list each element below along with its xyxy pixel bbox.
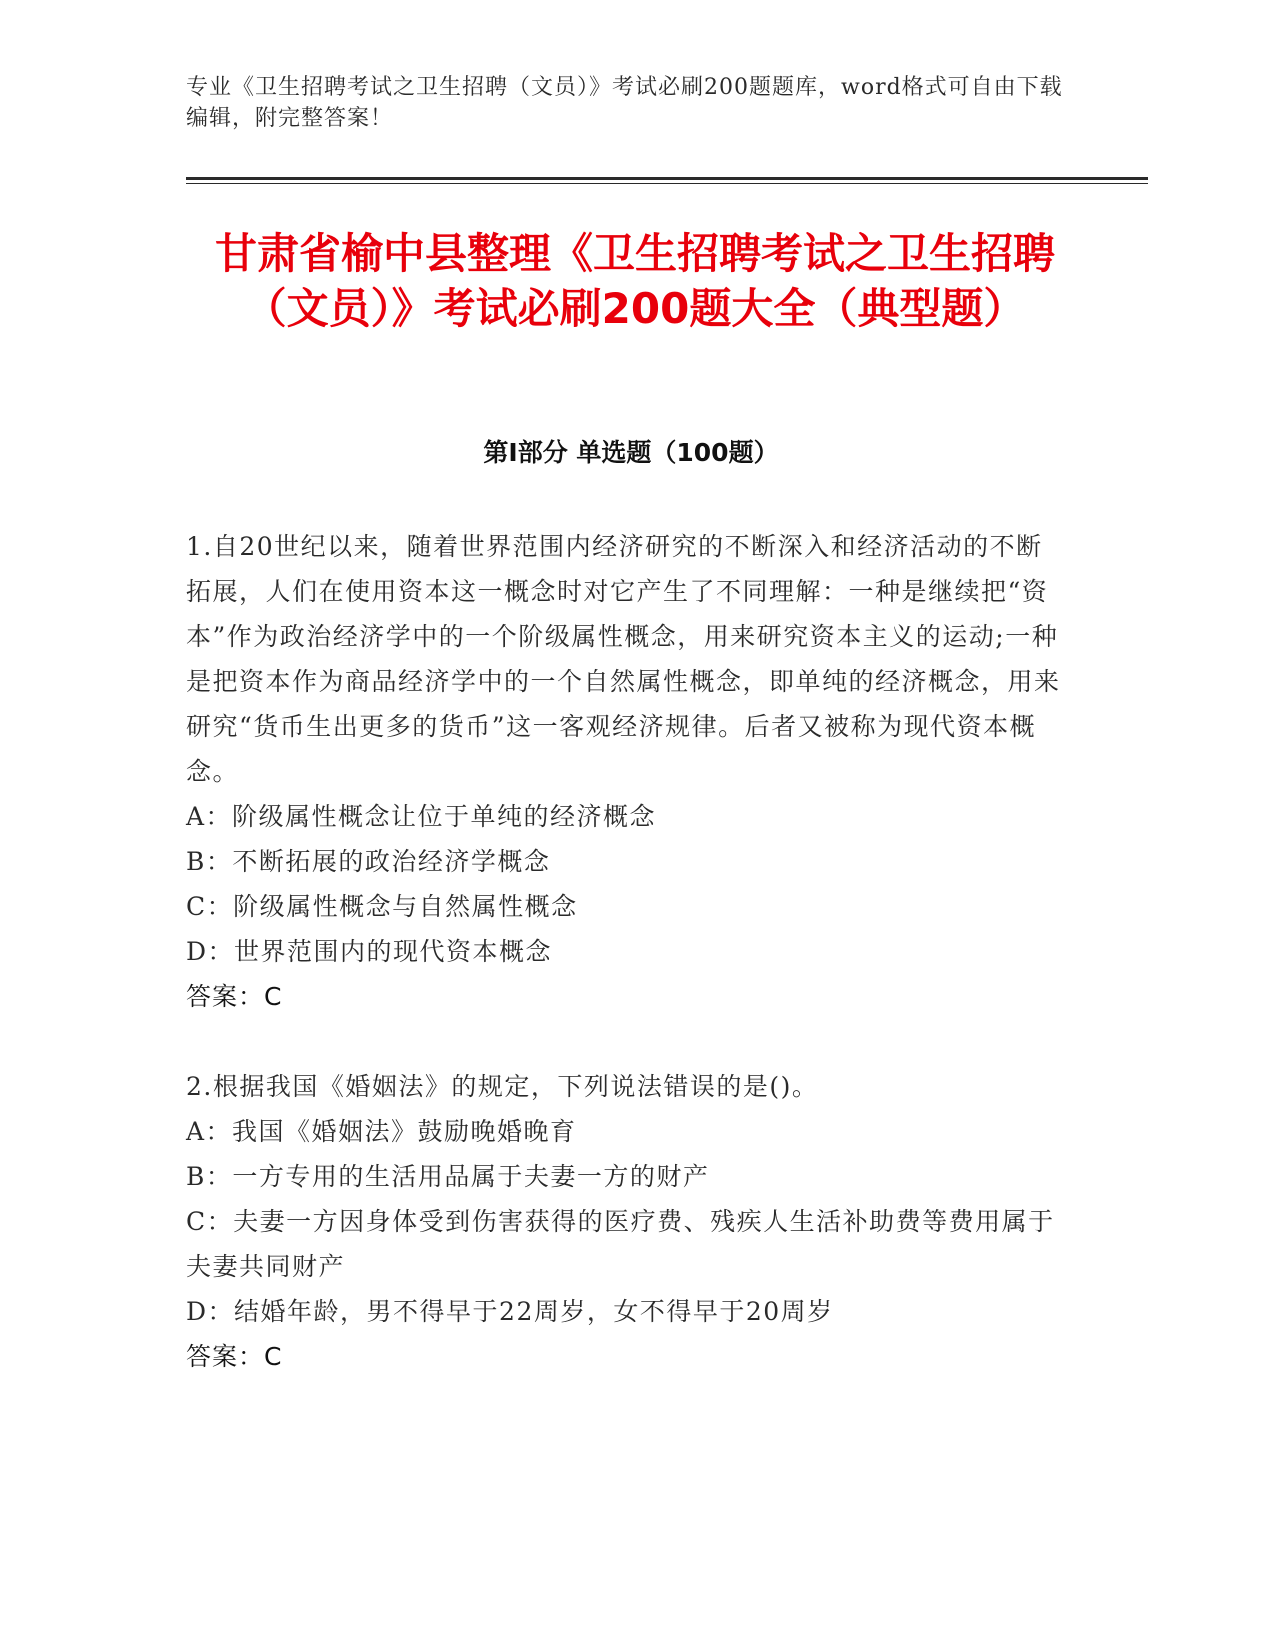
answer: 答案：C (186, 1342, 283, 1371)
option-b: B：不断拓展的政治经济学概念 (186, 847, 551, 876)
option-c: C：夫妻一方因身体受到伤害获得的医疗费、残疾人生活补助费等费用属于夫妻共同财产 (186, 1207, 1055, 1281)
question-1 (186, 524, 1066, 1019)
section-title: 第Ⅰ部分 单选题（100题） (483, 438, 779, 467)
question-stem: 2.根据我国《婚姻法》的规定，下列说法错误的是()。 (186, 1072, 819, 1101)
question-list (186, 524, 1066, 1424)
option-a: A：阶级属性概念让位于单纯的经济概念 (186, 802, 657, 831)
question-2 (186, 1064, 1066, 1379)
option-c: C：阶级属性概念与自然属性概念 (186, 892, 578, 921)
option-d: D：世界范围内的现代资本概念 (186, 937, 553, 966)
option-d: D：结婚年龄，男不得早于22周岁，女不得早于20周岁 (186, 1297, 834, 1326)
question-stem: 1.自20世纪以来，随着世界范围内经济研究的不断深入和经济活动的不断拓展，人们在使用资本这一概念时对它产生了不同理解：一种是继续把“资本”作为政治经济学中的一个阶级属性概念，用来研究资本主义的运动;一种是把资本作为商品经济学中的一个自然属性概念，即单纯的经济概念，用来研究“货币生出更多的货币”这一客观经济规律。后者又被称为现代资本概念。 (186, 532, 1061, 786)
header-note: 专业《卫生招聘考试之卫生招聘（文员）》考试必刷200题题库，word格式可自由下载编辑，附完整答案！ (186, 75, 1063, 131)
option-a: A：我国《婚姻法》鼓励晚婚晚育 (186, 1117, 577, 1146)
header-divider-thin (186, 183, 1148, 184)
option-b: B：一方专用的生活用品属于夫妻一方的财产 (186, 1162, 710, 1191)
document-title: 甘肃省榆中县整理《卫生招聘考试之卫生招聘（文员）》考试必刷200题大全（典型题） (214, 229, 1055, 333)
header-divider-thick (186, 177, 1148, 180)
answer: 答案：C (186, 982, 283, 1011)
